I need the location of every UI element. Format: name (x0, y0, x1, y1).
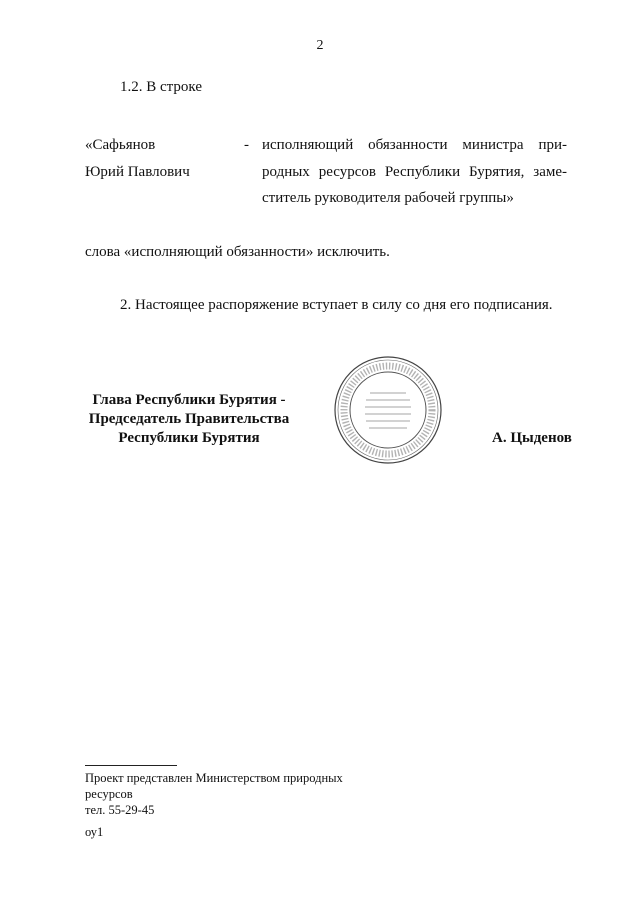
footnote-divider (85, 765, 177, 766)
footer-line1: Проект представлен Министерством природных (85, 771, 343, 785)
quote-name-line1: «Сафьянов (85, 137, 156, 153)
footer-phone: тел. 55-29-45 (85, 803, 155, 817)
footer-code: оу1 (85, 825, 104, 839)
quote-position-line2: родных ресурсов Республики Бурятия, заме- (262, 164, 567, 180)
signature-title-line2: Председатель Правительства (88, 411, 290, 427)
quote-name-line2: Юрий Павлович (85, 164, 190, 180)
official-seal (333, 355, 443, 465)
signature-title-line3: Республики Бурятия (118, 430, 260, 446)
quote-position-line3: ститель руководителя рабочей группы» (262, 190, 514, 206)
clause-2: 2. Настоящее распоряжение вступает в силу со дня его подписания. (120, 297, 553, 313)
section-intro: 1.2. В строке (120, 79, 202, 95)
signature-title-line1: Глава Республики Бурятия - (92, 392, 286, 408)
page-number: 2 (316, 38, 324, 53)
seal-graphic (333, 355, 443, 465)
quote-position-line1: исполняющий обязанности министра при- (262, 137, 567, 153)
instruction-text: слова «исполняющий обязанности» исключить. (85, 244, 390, 260)
signatory-name: А. Цыденов (492, 430, 572, 446)
footer-line2: ресурсов (85, 787, 133, 801)
quote-dash: - (244, 137, 249, 153)
signature-title (78, 391, 300, 448)
